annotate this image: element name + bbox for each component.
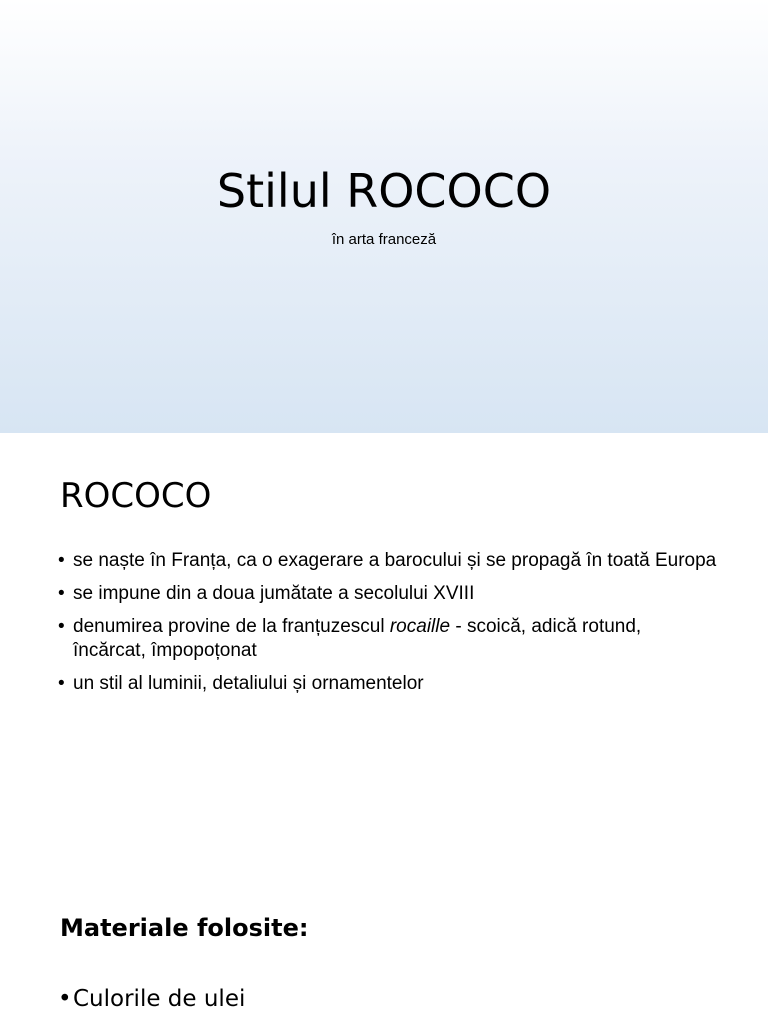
slide-subtitle: în arta franceză xyxy=(331,231,437,248)
bullet-item xyxy=(58,582,718,606)
title-slide xyxy=(0,0,768,433)
bullet-list xyxy=(58,549,718,705)
bullet-item xyxy=(58,549,718,573)
materials-heading: Materiale folosite: xyxy=(60,914,309,942)
bullet-text: se naște în Franța, ca o exagerare a barocului și se propagă în toată Europa xyxy=(73,550,717,571)
bullet-text-after: - scoică, adică rotund, încărcat, împopoțonat xyxy=(73,616,642,661)
bullet-item xyxy=(58,615,718,663)
materials-item xyxy=(58,983,245,1015)
materials-list xyxy=(58,983,245,1015)
bullet-text: un stil al luminii, detaliului și ornamentelor xyxy=(73,673,424,694)
materials-text: Culorile de ulei xyxy=(73,986,246,1012)
bullet-text-before: denumirea provine de la franțuzescul xyxy=(73,616,390,637)
bullet-item xyxy=(58,672,718,696)
bullet-text: se impune din a doua jumătate a secolului XVIII xyxy=(73,583,475,604)
slide-title: Stilul ROCOCO xyxy=(216,164,552,218)
section-heading: ROCOCO xyxy=(60,476,212,516)
bullet-text-italic: rocaille xyxy=(389,616,451,637)
